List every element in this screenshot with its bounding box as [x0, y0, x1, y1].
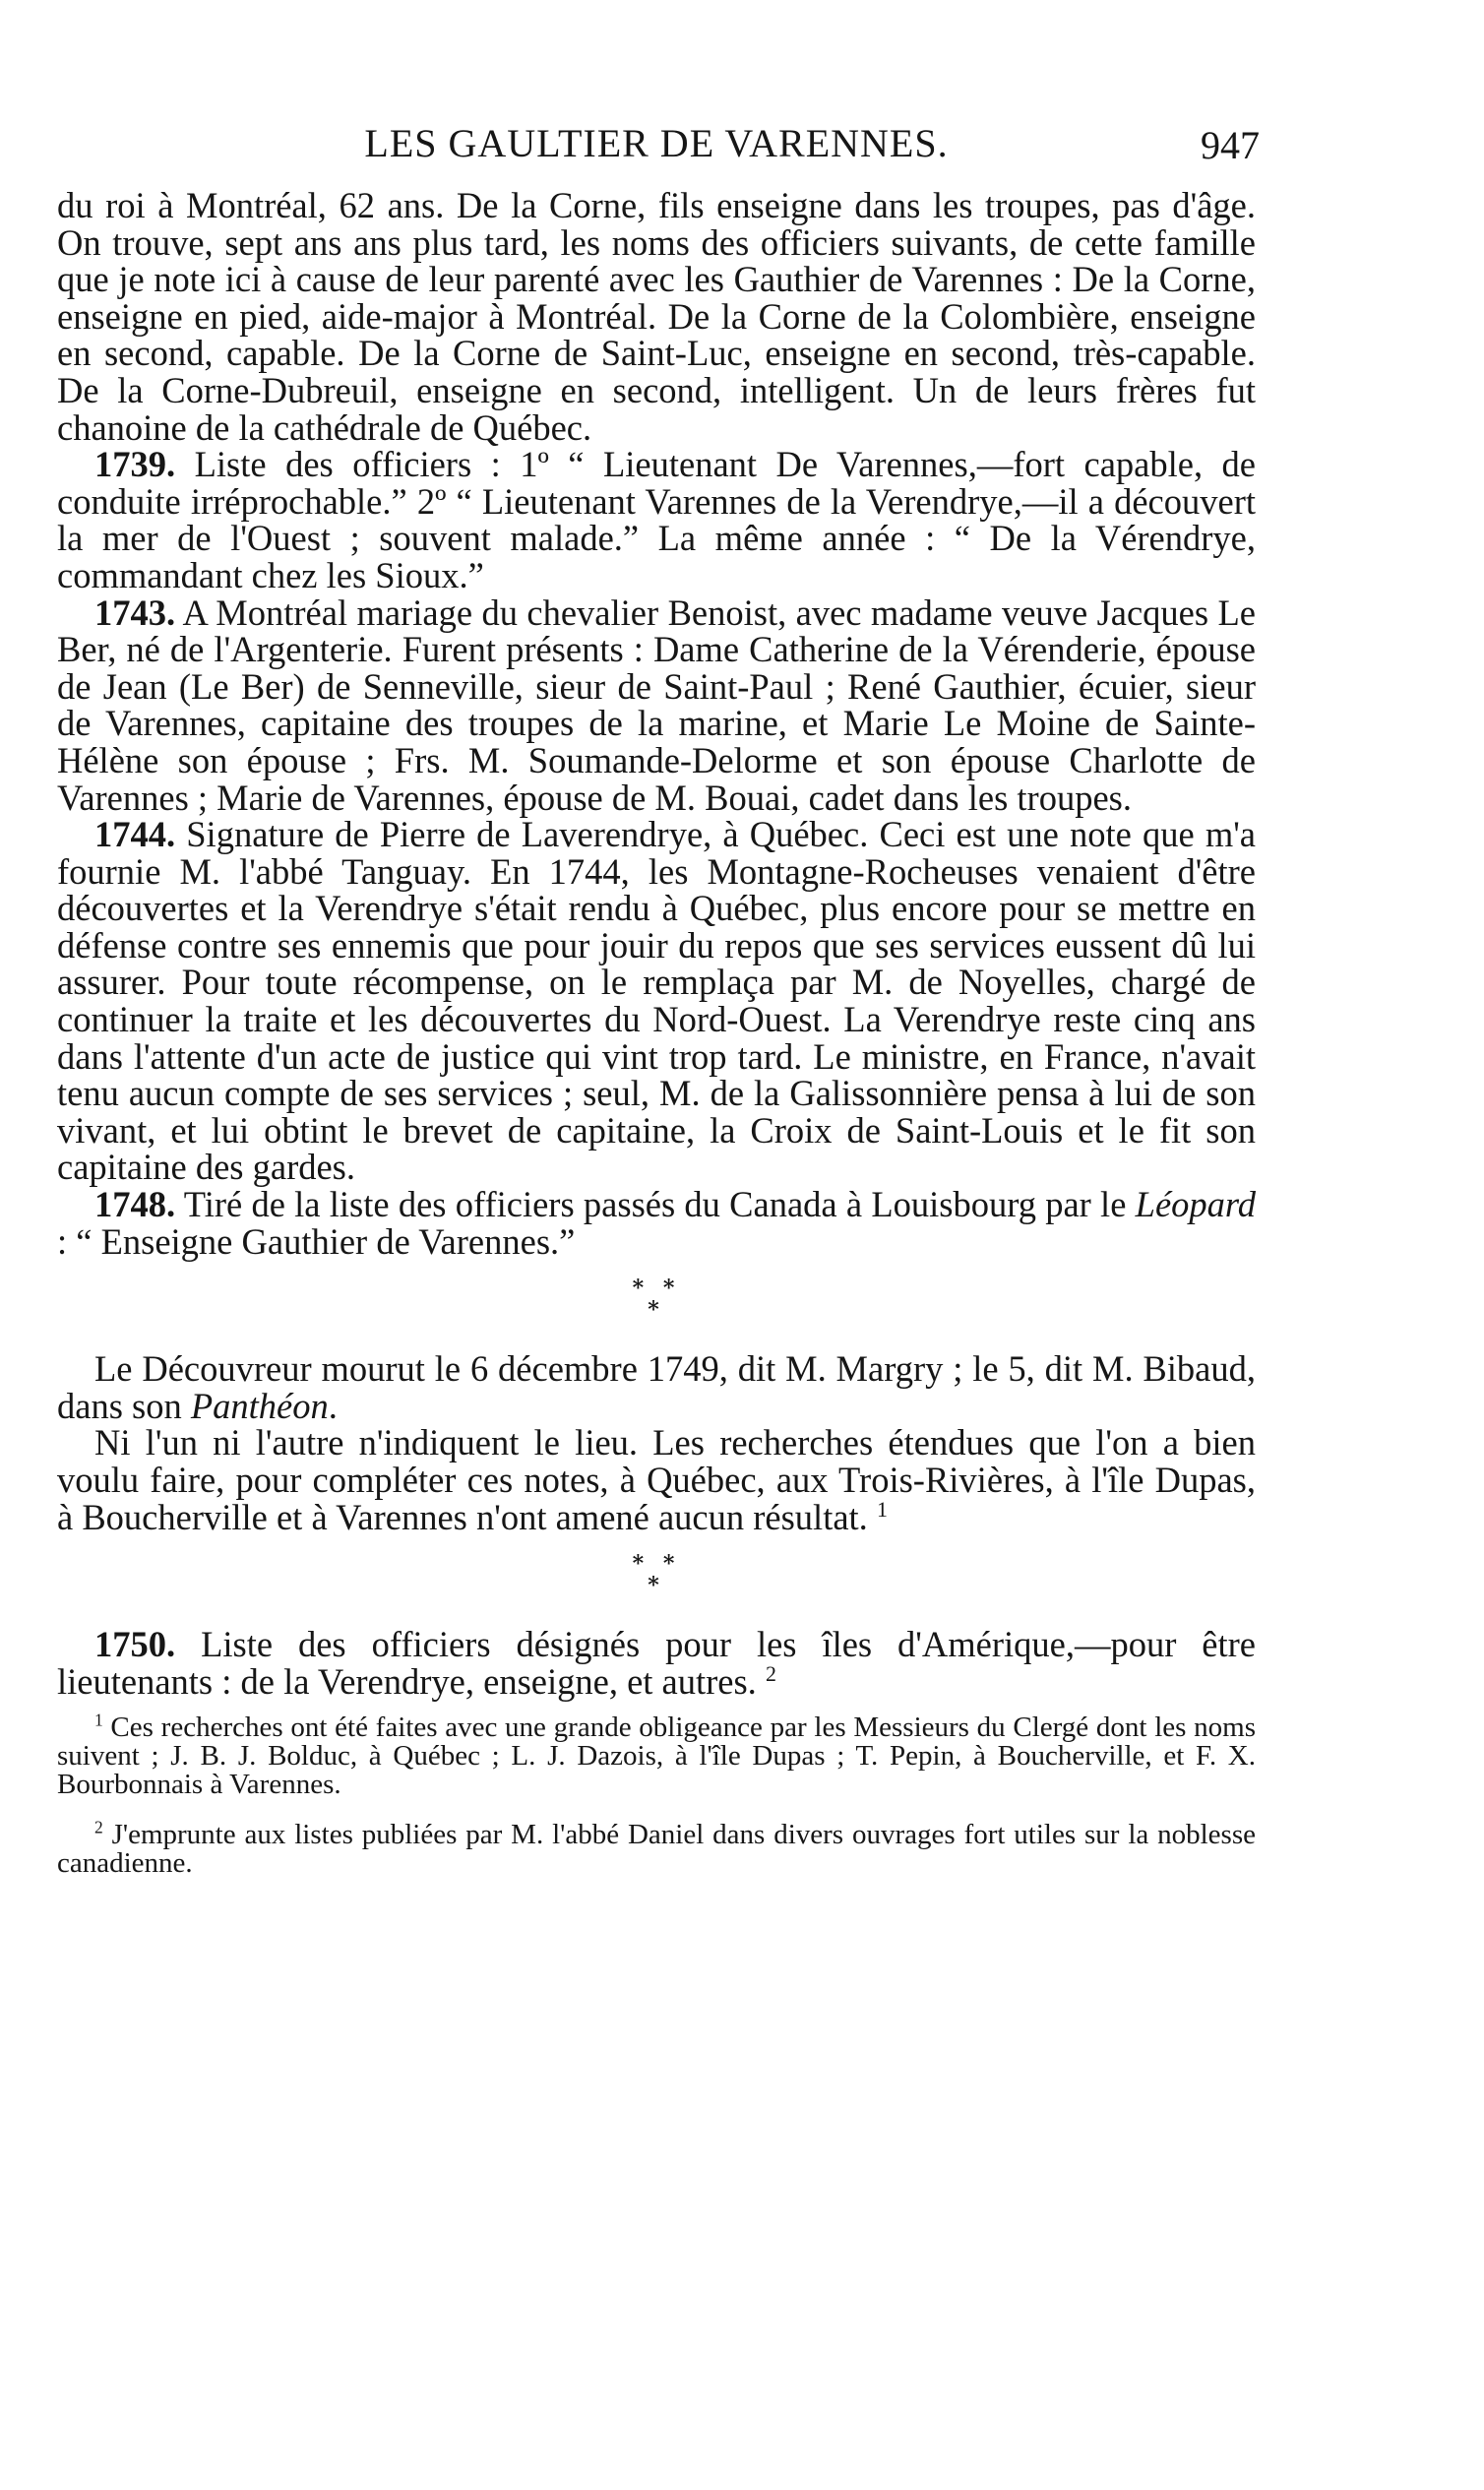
asterism-row: * * [632, 1551, 681, 1578]
paragraph-1748 [57, 1186, 1256, 1260]
section-asterism [57, 1551, 1256, 1599]
footnotes [57, 1710, 1256, 1880]
paragraph-text: A Montréal mariage du chevalier Benoist, avec madame veuve Jacques Le Ber, né de l'Argenterie. Furent présents : Dame Catherine de la Vérenderie, épouse de Jean (Le Ber) de Senneville, sieur de Saint-Paul ; René Gauthier, écuier, sieur de Varennes, capitaine des troupes de la marine, et Marie Le Moine de Sainte-Hélène son épouse ; Frs. M. Soumande-Delorme et son épouse Charlotte de Varennes ; Marie de Varennes, épouse de M. Bouai, cadet dans les troupes. [57, 591, 1256, 818]
asterism-row: * [648, 1573, 665, 1599]
year-label: 1743. [94, 591, 176, 633]
asterism-row: * [648, 1297, 665, 1324]
ship-name: Léopard [1135, 1184, 1256, 1225]
footnote-ref: 1 [876, 1496, 888, 1522]
paragraph-text: . [328, 1385, 338, 1426]
paragraph-text: Signature de Pierre de Laverendrye, à Québec. Ceci est une note que m'a fournie M. l'abbé Tanguay. En 1744, les Montagne-Rocheuses venaient d'être découvertes et la Verendrye s'était rendu à Québec, plus encore pour se mettre en défense contre ses ennemis que pour jouir du repos que ses services eussent dû lui assurer. Pour toute récompense, on le remplaça par M. de Noyelles, chargé de continuer la traite et les découvertes du Nord-Ouest. La Verendrye reste cinq ans dans l'attente d'un acte de justice qui vint trop tard. Le ministre, en France, n'avait tenu aucun compte de ses services ; seul, M. de la Galissonnière pensa à lui de son vivant, et lui obtint le brevet de capitaine, la Croix de Saint-Louis et le fit son capitaine des gardes. [57, 814, 1256, 1188]
paragraph-continuation [57, 187, 1256, 446]
paragraph-death [57, 1350, 1256, 1424]
paragraph-text: Ni l'un ni l'autre n'indiquent le lieu. Les recherches étendues que l'on a bien voulu faire, pour compléter ces notes, à Québec, aux Trois-Rivières, à l'île Dupas, à Boucherville et à Varennes n'ont amené aucun résultat. [57, 1422, 1256, 1537]
paragraph-text: : “ Enseigne Gauthier de Varennes.” [57, 1220, 576, 1262]
paragraph-1744 [57, 816, 1256, 1186]
footnote-mark: 1 [94, 1710, 103, 1730]
paragraph-text: du roi à Montréal, 62 ans. De la Corne, fils enseigne dans les troupes, pas d'âge. On trouve, sept ans ans plus tard, les noms des officiers suivants, de cette famille que je note ici à cause de leur parenté avec les Gauthier de Varennes : De la Corne, enseigne en pied, aide-major à Montréal. De la Corne de la Colombière, enseigne en second, capable. De la Corne de Saint-Luc, enseigne en second, très-capable. De la Corne-Dubreuil, enseigne en second, intelligent. Un de leurs frères fut chanoine de la cathédrale de Québec. [57, 185, 1256, 448]
year-label: 1750. [94, 1624, 176, 1665]
work-title: Panthéon [190, 1385, 329, 1426]
footnote-1 [57, 1710, 1256, 1801]
asterism-row: * * [632, 1276, 681, 1302]
year-label: 1739. [94, 444, 176, 485]
paragraph-text: Tiré de la liste des officiers passés du Canada à Louisbourg par le [175, 1184, 1136, 1225]
footnote-ref: 2 [765, 1660, 776, 1686]
paragraph-1750 [57, 1626, 1256, 1700]
paragraph-text: Le Découvreur mourut le 6 décembre 1749, dit M. Margry ; le 5, dit M. Bibaud, dans son [57, 1348, 1256, 1426]
paragraph-1739 [57, 446, 1256, 593]
running-header [57, 116, 1260, 179]
paragraph-text: Liste des officiers désignés pour les îles d'Amérique,—pour être lieutenants : de la Verendrye, enseigne, et autres. [57, 1624, 1256, 1702]
year-label: 1744. [94, 814, 176, 855]
footnote-text: J'emprunte aux listes publiées par M. l'abbé Daniel dans divers ouvrages fort utiles sur la noblesse canadienne. [57, 1819, 1256, 1880]
section-asterism [57, 1276, 1256, 1324]
page-number: 947 [1201, 123, 1260, 167]
footnote-text: Ces recherches ont été faites avec une grande obligeance par les Messieurs du Clergé dont les noms suivent ; J. B. J. Bolduc, à Québec ; L. J. Dazois, à l'île Dupas ; T. Pepin, à Boucherville, et F. X. Bourbonnais à Varennes. [57, 1712, 1256, 1801]
paragraph-1743 [57, 591, 1256, 818]
paragraph-text: Liste des officiers : 1º “ Lieutenant De Varennes,—fort capable, de conduite irréprochable.” 2º “ Lieutenant Varennes de la Verendrye,—il a découvert la mer de l'Ouest ; souvent malade.” La même année : “ De la Vérendrye, commandant chez les Sioux.” [57, 444, 1256, 595]
footnote-2 [57, 1817, 1256, 1880]
year-label: 1748. [94, 1184, 176, 1225]
footnote-mark: 2 [94, 1817, 103, 1837]
running-title: LES GAULTIER DE VARENNES. [364, 121, 949, 165]
paragraph-research [57, 1424, 1256, 1535]
